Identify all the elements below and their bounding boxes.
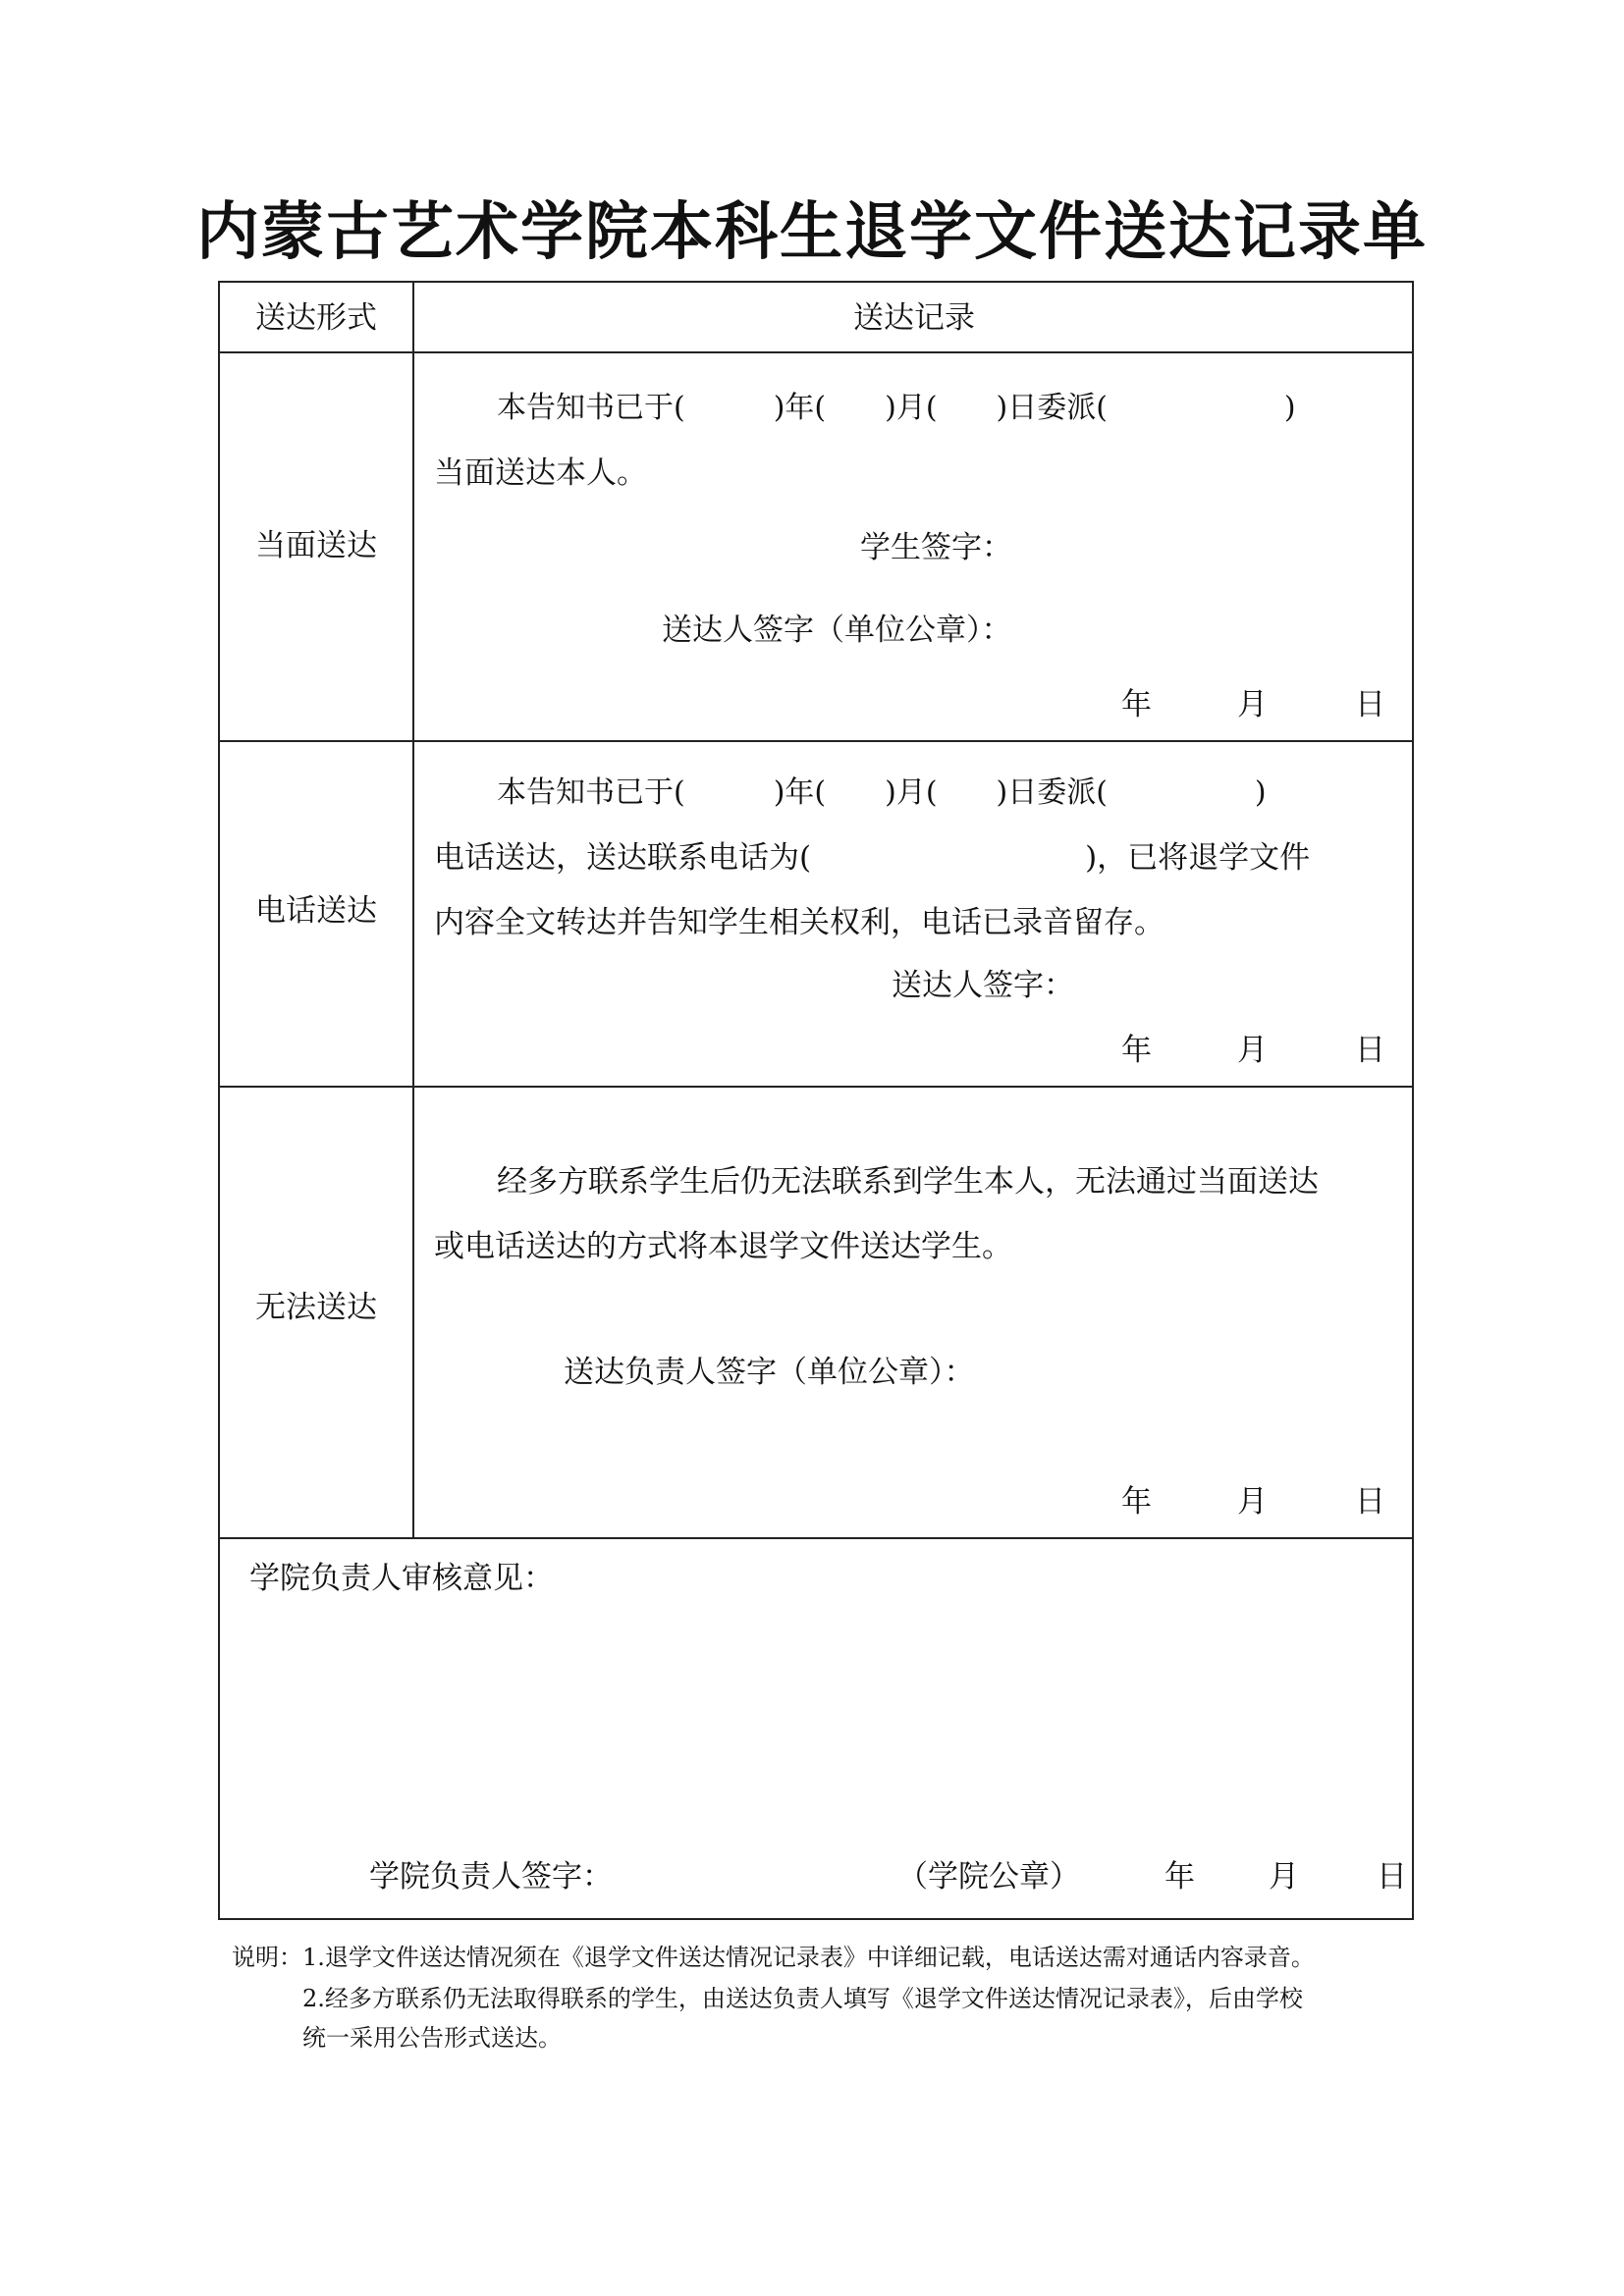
- delivery-record-table: [218, 281, 1414, 1920]
- header-delivery-record: 送达记录: [853, 300, 975, 336]
- deliverer-signature-label: 送达人签字（单位公章）：: [662, 613, 1012, 648]
- in-person-line1: 本告知书已于( )年( )月( )日委派( ): [497, 391, 1296, 425]
- student-signature-label: 学生签字：: [860, 530, 1012, 565]
- header-divider: [220, 351, 1412, 353]
- in-person-line2: 当面送达本人。: [434, 455, 647, 491]
- responsible-signature-label: 送达负责人签字（单位公章）：: [564, 1355, 975, 1390]
- date-year: 年: [1121, 1033, 1152, 1068]
- date-year: 年: [1164, 1859, 1195, 1895]
- note-item-1: 1.退学文件送达情况须在《退学文件送达情况记录表》中详细记载，电话送达需对通话内容录音。: [302, 1944, 1315, 1971]
- document-title: 内蒙古艺术学院本科生退学文件送达记录单: [196, 195, 1428, 269]
- row-divider-3: [220, 1537, 1412, 1539]
- header-delivery-form: 送达形式: [255, 300, 377, 336]
- date-year: 年: [1121, 1484, 1152, 1520]
- by-phone-line2: 电话送达，送达联系电话为( )，已将退学文件: [434, 840, 1311, 876]
- label-in-person: 当面送达: [255, 528, 377, 563]
- label-undeliverable: 无法送达: [255, 1290, 377, 1325]
- review-heading: 学院负责人审核意见：: [249, 1561, 554, 1596]
- phone-deliverer-signature-label: 送达人签字：: [892, 968, 1074, 1003]
- date-month: 月: [1237, 1033, 1268, 1068]
- date-year: 年: [1121, 687, 1152, 722]
- notes-prefix: 说明：: [232, 1944, 302, 1971]
- by-phone-line3: 内容全文转达并告知学生相关权利，电话已录音留存。: [434, 905, 1164, 940]
- date-day: 日: [1355, 1484, 1385, 1520]
- date-month: 月: [1237, 1484, 1268, 1520]
- date-day: 日: [1355, 1033, 1385, 1068]
- column-divider: [412, 283, 414, 1537]
- date-day: 日: [1355, 687, 1385, 722]
- date-month: 月: [1237, 687, 1268, 722]
- row-divider-1: [220, 740, 1412, 742]
- head-signature-label: 学院负责人签字：: [369, 1859, 613, 1895]
- date-day: 日: [1377, 1859, 1407, 1895]
- undeliverable-line1: 经多方联系学生后仍无法联系到学生本人，无法通过当面送达: [497, 1164, 1319, 1200]
- undeliverable-line2: 或电话送达的方式将本退学文件送达学生。: [434, 1229, 1012, 1264]
- row-divider-2: [220, 1086, 1412, 1088]
- college-seal-label: （学院公章）: [897, 1859, 1080, 1895]
- by-phone-line1: 本告知书已于( )年( )月( )日委派( ): [497, 775, 1267, 810]
- note-item-2-line-2: 统一采用公告形式送达。: [302, 2024, 562, 2052]
- note-item-2-line-1: 2.经多方联系仍无法取得联系的学生，由送达负责人填写《退学文件送达情况记录表》，后由学校: [302, 1985, 1303, 2012]
- date-month: 月: [1269, 1859, 1299, 1895]
- label-by-phone: 电话送达: [255, 893, 377, 929]
